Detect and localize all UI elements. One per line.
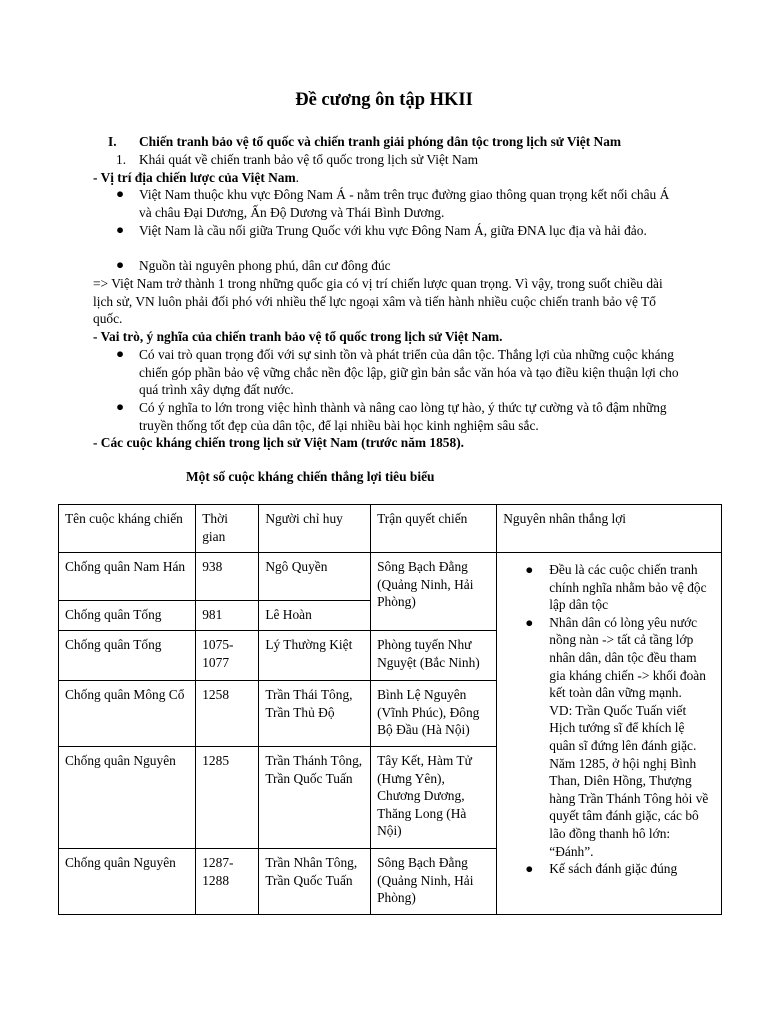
table-cell: Chống quân Nguyên bbox=[59, 747, 196, 849]
list-item bbox=[503, 561, 715, 614]
bullet-dot: ● bbox=[525, 861, 534, 877]
page-title: Đề cương ôn tập HKII bbox=[295, 90, 473, 110]
item-number: 1. bbox=[116, 152, 127, 167]
bullet-dot: ● bbox=[116, 346, 125, 361]
subheading-wars: - Các cuộc kháng chiến trong lịch sử Việt Nam (trước năm 1858). bbox=[93, 435, 464, 450]
list-item bbox=[503, 614, 715, 860]
header-cell: Trận quyết chiến bbox=[371, 505, 497, 553]
table-cell: Ngô Quyền bbox=[259, 553, 371, 601]
table-cell: Lý Thường Kiệt bbox=[259, 631, 371, 681]
bullet-dot: ● bbox=[116, 186, 125, 201]
table-cell: Chống quân Nam Hán bbox=[59, 553, 196, 601]
header-cell: Tên cuộc kháng chiến bbox=[59, 505, 196, 553]
bullet-dot: ● bbox=[525, 562, 534, 577]
header-cell: Nguyên nhân thắng lợi bbox=[497, 505, 722, 553]
table-cell: Chống quân Tống bbox=[59, 601, 196, 631]
table-cell: Trần Thái Tông, Trần Thủ Độ bbox=[259, 681, 371, 747]
table-cell: 1285 bbox=[196, 747, 259, 849]
reason-text: Kế sách đánh giặc đúng bbox=[549, 861, 678, 877]
subheading-strategic-position bbox=[93, 169, 299, 187]
bullet-item: Việt Nam là cầu nối giữa Trung Quốc với khu vực Đông Nam Á, giữa ĐNA lục địa và hải đảo. bbox=[139, 223, 647, 238]
reasons-cell bbox=[497, 553, 722, 915]
subheading-role: - Vai trò, ý nghĩa của chiến tranh bảo vệ tổ quốc trong lịch sử Việt Nam. bbox=[93, 329, 503, 344]
reason-text: Nhân dân có lòng yêu nước nồng nàn -> tất cả tầng lớp nhân dân, dân tộc đều tham gia kháng chiến -> khối đoàn kết toàn dân vững mạnh. bbox=[549, 614, 706, 701]
table-cell: 1258 bbox=[196, 681, 259, 747]
bullet-dot: ● bbox=[116, 257, 125, 272]
table-cell: 981 bbox=[196, 601, 259, 631]
header-cell: Người chỉ huy bbox=[259, 505, 371, 553]
table-caption: Một số cuộc kháng chiến thắng lợi tiêu biểu bbox=[186, 469, 435, 484]
wars-table bbox=[58, 504, 722, 915]
section-heading: Chiến tranh bảo vệ tổ quốc và chiến tranh giải phóng dân tộc trong lịch sử Việt Nam bbox=[139, 134, 622, 149]
table-cell: Chống quân Nguyên bbox=[59, 849, 196, 915]
table-cell: Lê Hoàn bbox=[259, 601, 371, 631]
header-cell: Thời gian bbox=[196, 505, 259, 553]
table-cell: Phòng tuyến Như Nguyệt (Bắc Ninh) bbox=[371, 631, 497, 681]
bullet-item: Có ý nghĩa to lớn trong việc hình thành và nâng cao lòng tự hào, ý thức tự cường và tô đậm những truyền thống tốt đẹp của dân tộc, để lại nhiều bài học kinh nghiệm sâu sắc. bbox=[139, 400, 667, 433]
bullet-item: Có vai trò quan trọng đối với sự sinh tồn và phát triển của dân tộc. Thắng lợi của những cuộc kháng chiến góp phần bảo vệ vững chắc nền độc lập, giữ gìn bản sắc văn hóa và tạo điều kiện thuận lợi cho quá trình xây dựng đất nước. bbox=[139, 347, 679, 398]
table-cell: Chống quân Tống bbox=[59, 631, 196, 681]
table-cell: 1287-1288 bbox=[196, 849, 259, 915]
table-cell: Chống quân Mông Cổ bbox=[59, 681, 196, 747]
table-cell: Trần Nhân Tông, Trần Quốc Tuấn bbox=[259, 849, 371, 915]
bullet-dot: ● bbox=[525, 614, 534, 630]
list-item bbox=[503, 860, 715, 878]
subheading-period: . bbox=[295, 170, 300, 185]
table-header-row bbox=[59, 505, 722, 553]
bullet-dot: ● bbox=[116, 222, 125, 237]
section-numeral: I. bbox=[108, 134, 117, 149]
table-cell: Sông Bạch Đằng (Quảng Ninh, Hải Phòng) bbox=[371, 553, 497, 631]
bullet-item: Nguồn tài nguyên phong phú, dân cư đông đúc bbox=[139, 258, 391, 273]
reason-example: VD: Trần Quốc Tuấn viết Hịch tướng sĩ để khích lệ quân sĩ đứng lên đánh giặc. Năm 1285, ở hội nghị Bình Than, Diên Hồng, Thượng hàng Trần Thánh Tông hỏi về quyết tâm đánh giặc, các bô lão đồng thanh hô lớn: “Đánh”. bbox=[549, 702, 709, 859]
table-cell: 938 bbox=[196, 553, 259, 601]
table-cell: Bình Lệ Nguyên (Vĩnh Phúc), Đông Bộ Đầu (Hà Nội) bbox=[371, 681, 497, 747]
table-cell: Tây Kết, Hàm Tử (Hưng Yên), Chương Dương, Thăng Long (Hà Nội) bbox=[371, 747, 497, 849]
subheading-strategic-position-text: - Vị trí địa chiến lược của Việt Nam bbox=[93, 170, 296, 185]
bullet-item: Việt Nam thuộc khu vực Đông Nam Á - nằm trên trục đường giao thông quan trọng kết nối châu Á và châu Đại Dương, Ấn Độ Dương và Thái Bình Dương. bbox=[139, 187, 670, 220]
table-row bbox=[59, 553, 722, 601]
table-cell: Trần Thánh Tông, Trần Quốc Tuấn bbox=[259, 747, 371, 849]
table-cell: Sông Bạch Đằng (Quảng Ninh, Hải Phòng) bbox=[371, 849, 497, 915]
bullet-dot: ● bbox=[116, 399, 125, 414]
reason-text: Đều là các cuộc chiến tranh chính nghĩa nhằm bảo vệ độc lập dân tộc bbox=[549, 562, 707, 613]
item-text: Khái quát về chiến tranh bảo vệ tổ quốc trong lịch sử Việt Nam bbox=[139, 152, 479, 167]
conclusion-paragraph: => Việt Nam trở thành 1 trong những quốc gia có vị trí chiến lược quan trọng. Vì vậy, trong suốt chiều dài lịch sử, VN luôn phải đối phó với nhiều thế lực ngoại xâm và tiến hành nhiều cuộc chiến tranh bảo vệ Tổ quốc. bbox=[93, 276, 663, 327]
reasons-list bbox=[503, 561, 715, 878]
table-cell: 1075-1077 bbox=[196, 631, 259, 681]
